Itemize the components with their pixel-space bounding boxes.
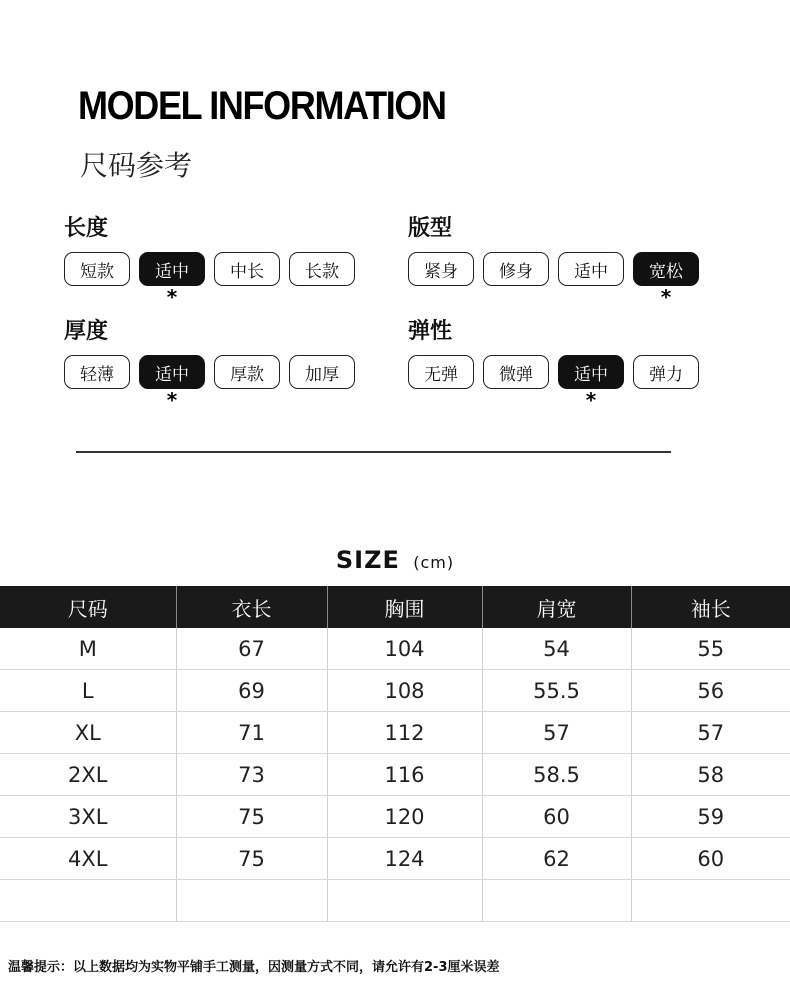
- attribute-option-selected: [139, 355, 205, 412]
- table-cell: XL: [0, 712, 176, 754]
- table-cell: 75: [176, 838, 327, 880]
- table-cell: 67: [176, 628, 327, 670]
- attribute-option-label: 轻薄: [80, 364, 114, 385]
- column-header-sleeve: 袖长: [631, 586, 790, 628]
- table-cell: 59: [631, 796, 790, 838]
- table-cell: [631, 880, 790, 922]
- selected-marker: *: [166, 285, 178, 309]
- attribute-option-label: 修身: [499, 261, 533, 282]
- table-cell: 104: [327, 628, 482, 670]
- table-cell: M: [0, 628, 176, 670]
- table-cell: 69: [176, 670, 327, 712]
- attribute-options: [64, 252, 364, 309]
- column-header-shoulder: 肩宽: [482, 586, 631, 628]
- table-row: [0, 670, 790, 712]
- size-table-header: [0, 586, 790, 628]
- table-cell: [327, 880, 482, 922]
- table-cell: 120: [327, 796, 482, 838]
- table-cell: [482, 880, 631, 922]
- table-cell: 112: [327, 712, 482, 754]
- table-cell: 56: [631, 670, 790, 712]
- table-cell: 60: [631, 838, 790, 880]
- selected-marker: *: [660, 285, 672, 309]
- attribute-option-label: 适中: [574, 261, 608, 282]
- table-cell: 55.5: [482, 670, 631, 712]
- attribute-option-label: 适中: [155, 364, 189, 385]
- attribute-option-label: 适中: [574, 364, 608, 385]
- table-cell: 124: [327, 838, 482, 880]
- attribute-option: [289, 355, 355, 389]
- attribute-option-selected: [139, 252, 205, 309]
- selected-marker: *: [166, 388, 178, 412]
- attribute-label: 厚度: [64, 319, 109, 344]
- attribute-label: 版型: [408, 216, 453, 241]
- table-cell: 57: [482, 712, 631, 754]
- attribute-option: [408, 252, 474, 286]
- table-cell: 116: [327, 754, 482, 796]
- table-cell: 75: [176, 796, 327, 838]
- table-row: [0, 712, 790, 754]
- table-cell: 3XL: [0, 796, 176, 838]
- table-row: [0, 628, 790, 670]
- table-cell: 58: [631, 754, 790, 796]
- table-cell: 55: [631, 628, 790, 670]
- table-row: [0, 754, 790, 796]
- table-row: [0, 796, 790, 838]
- attribute-option: [633, 355, 699, 389]
- measurement-note: 温馨提示：以上数据均为实物平铺手工测量，因测量方式不同，请允许有2-3厘米误差: [8, 960, 500, 975]
- page-title: MODEL INFORMATION: [78, 84, 446, 128]
- attribute-option-label: 中长: [230, 261, 264, 282]
- column-header-size: 尺码: [0, 586, 176, 628]
- attribute-option: [408, 355, 474, 389]
- attribute-option-label: 宽松: [649, 261, 683, 282]
- table-row: [0, 880, 790, 922]
- attribute-option-label: 微弹: [499, 364, 533, 385]
- attribute-option-label: 紧身: [424, 261, 458, 282]
- size-heading: [0, 546, 790, 574]
- attribute-option-label: 长款: [305, 261, 339, 282]
- attribute-label: 弹性: [408, 319, 453, 344]
- table-cell: [0, 880, 176, 922]
- table-cell: 108: [327, 670, 482, 712]
- attribute-option-label: 适中: [155, 261, 189, 282]
- table-cell: 62: [482, 838, 631, 880]
- table-cell: 54: [482, 628, 631, 670]
- attribute-option-label: 无弹: [424, 364, 458, 385]
- attribute-option-label: 短款: [80, 261, 114, 282]
- table-cell: 4XL: [0, 838, 176, 880]
- attribute-option-selected: [558, 355, 624, 412]
- attribute-option: [214, 355, 280, 389]
- attribute-options: [408, 252, 708, 309]
- attribute-option-label: 厚款: [230, 364, 264, 385]
- attribute-options: [64, 355, 364, 412]
- attribute-option: [483, 252, 549, 286]
- attribute-label: 长度: [64, 216, 109, 241]
- attribute-option-label: 弹力: [649, 364, 683, 385]
- table-row: [0, 838, 790, 880]
- size-table: [0, 586, 790, 922]
- attribute-option: [64, 252, 130, 286]
- attribute-group-thickness: [64, 317, 364, 412]
- attribute-option: [64, 355, 130, 389]
- attribute-group-fit: [408, 214, 708, 309]
- page-subtitle: 尺码参考: [80, 149, 193, 182]
- table-cell: L: [0, 670, 176, 712]
- selected-marker: *: [585, 388, 597, 412]
- table-cell: [176, 880, 327, 922]
- section-divider: [76, 451, 671, 453]
- column-header-chest: 胸围: [327, 586, 482, 628]
- attribute-option: [483, 355, 549, 389]
- attribute-group-length: [64, 214, 364, 309]
- attribute-option: [289, 252, 355, 286]
- attribute-option: [558, 252, 624, 286]
- attribute-option-label: 加厚: [305, 364, 339, 385]
- table-cell: 71: [176, 712, 327, 754]
- size-title: SIZE: [335, 546, 400, 574]
- table-cell: 2XL: [0, 754, 176, 796]
- table-cell: 58.5: [482, 754, 631, 796]
- table-cell: 73: [176, 754, 327, 796]
- attribute-options: [408, 355, 708, 412]
- size-unit: (cm): [413, 553, 455, 572]
- attribute-option-selected: [633, 252, 699, 309]
- table-cell: 57: [631, 712, 790, 754]
- attribute-group-elasticity: [408, 317, 708, 412]
- table-cell: 60: [482, 796, 631, 838]
- column-header-length: 衣长: [176, 586, 327, 628]
- attribute-option: [214, 252, 280, 286]
